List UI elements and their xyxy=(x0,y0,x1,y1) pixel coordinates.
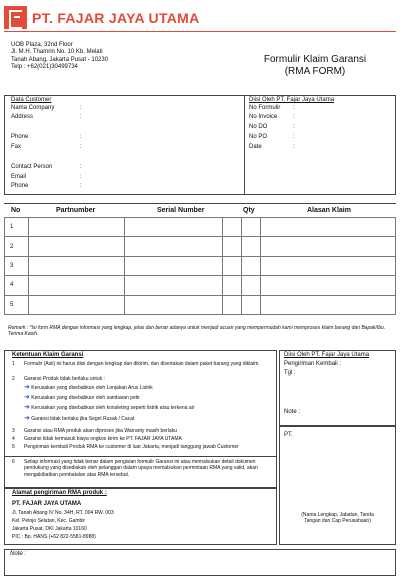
table-row xyxy=(5,276,396,295)
arrow-right-icon: ➜ xyxy=(24,415,30,422)
office-field-no-do[interactable]: No DO : xyxy=(249,124,295,130)
serial-number-cell[interactable] xyxy=(125,276,223,295)
qty-cell[interactable] xyxy=(223,256,242,275)
items-table-top-rule xyxy=(4,203,396,204)
customer-section xyxy=(11,97,51,104)
signature-box xyxy=(279,426,396,545)
signature-caption: (Nama Lengkap, Jabatan, Tanda Tangan dan Cap Perusahaan) xyxy=(301,512,374,525)
company-logo-icon xyxy=(4,6,27,29)
shipping-company: PT. FAJAR JAYA UTAMA xyxy=(12,501,82,507)
alasan-klaim-cell[interactable] xyxy=(261,295,396,314)
note-label[interactable]: Note : xyxy=(10,551,27,557)
items-header-alasan-klaim: Alasan Klaim xyxy=(307,207,351,214)
office-field-date[interactable]: Date : xyxy=(249,144,295,150)
serial-number-cell[interactable] xyxy=(125,256,223,275)
form-title: Formulir Klaim Garansi (RMA FORM) xyxy=(263,54,367,77)
alasan-klaim-cell[interactable] xyxy=(261,276,396,295)
partnumber-cell[interactable] xyxy=(29,218,125,237)
items-table xyxy=(4,217,396,315)
terms-item-3: 3 Garansi atau RMA produk akan diproses jika Warranty masih berlaku xyxy=(12,428,177,434)
company-address: UOB Plaza, 32nd Floor Jl. M.H. Thamrin No. 10 Kb. Melati Tanah Abang, Jakarta Pusat - 10230 Telp : +62(021)30499734 xyxy=(11,42,109,71)
partnumber-cell[interactable] xyxy=(29,276,125,295)
terms-heading: Ketentuan Klaim Garansi xyxy=(12,352,84,358)
customer-office-divider xyxy=(244,95,245,195)
shipping-line-3: Kel. Petojo Selatan, Kec. Gambir xyxy=(12,518,86,524)
return-shipping-label[interactable]: Pengiriman Kembali : xyxy=(284,361,342,367)
office-heading: Diisi Oleh PT. Fajar Jaya Utama xyxy=(249,97,335,103)
terms-item-5: 5 Pengiriman kembali Produk RMA ke customer di luar Jakarta, menjadi tanggung jawab Customer xyxy=(12,444,239,450)
qty-cell[interactable] xyxy=(223,218,242,237)
customer-office-box xyxy=(4,95,396,195)
terms-item-6: 6 Setiap informasi yang tidak benar dalam pengisian formulir Garansi ini atau memalsukan detail dokumen pendukung yang disediakan oleh pelanggan dalam upaya memalsukan permintaan RMA yang valid, akan mengakibatkan pembatalan atas RMA tersebut. xyxy=(12,459,258,478)
row-number: 4 xyxy=(5,276,29,295)
items-header-qty: Qty xyxy=(243,207,255,214)
shipping-line-2: Jl. Tanah Abang IV No. 34H, RT. 004 RW. 003 xyxy=(12,510,114,516)
table-row xyxy=(5,237,396,256)
serial-number-cell[interactable] xyxy=(125,295,223,314)
items-header-serial-number: Serial Number xyxy=(157,207,205,214)
qty-cell[interactable] xyxy=(223,237,242,256)
terms-item-4: 4 Garansi tidak termasuk biaya ongkos kirim ke PT. FAJAR JAYA UTAMA xyxy=(12,436,182,442)
partnumber-cell[interactable] xyxy=(29,295,125,314)
customer-field-address[interactable]: Address : xyxy=(11,114,82,120)
customer-field-phone[interactable]: Phone : xyxy=(11,134,82,140)
signature-pt-label[interactable]: PT. xyxy=(284,432,293,438)
alasan-klaim-cell[interactable] xyxy=(261,218,396,237)
company-name: PT. FAJAR JAYA UTAMA xyxy=(32,10,200,26)
customer-field-phone-2[interactable]: Phone : xyxy=(11,183,82,189)
terms-exclusion-4: ➜ Garansi tidak berlaku jika Segel Rusak / Cacat xyxy=(24,415,135,422)
header-divider xyxy=(4,31,396,32)
office-field-no-invoice[interactable]: No Invoice : xyxy=(249,114,295,120)
office-field-no-po[interactable]: No PO : xyxy=(249,134,295,140)
table-row xyxy=(5,256,396,275)
arrow-right-icon: ➜ xyxy=(24,404,30,411)
qty-cell-2[interactable] xyxy=(242,276,261,295)
arrow-right-icon: ➜ xyxy=(24,394,30,401)
remark-text: Remark : *Isi form RMA dengan informasi yang lengkap, jelas dan benar adanya untuk menjadi acuan yang mempermudah kami memproses klaim barang dari Bapak/Ibu. Terima Kasih. xyxy=(8,325,386,338)
partnumber-cell[interactable] xyxy=(29,237,125,256)
table-row xyxy=(5,295,396,314)
alasan-klaim-cell[interactable] xyxy=(261,256,396,275)
qty-cell[interactable] xyxy=(223,276,242,295)
row-number: 5 xyxy=(5,295,29,314)
table-row xyxy=(5,218,396,237)
customer-field-contact-person[interactable]: Contact Person : xyxy=(11,164,82,170)
row-number: 1 xyxy=(5,218,29,237)
terms-exclusion-3: ➜ Kerusakan yang disebabkan oleh konsleting seperti listrik atau terkena air xyxy=(24,404,195,411)
serial-number-cell[interactable] xyxy=(125,237,223,256)
shipping-line-4: Jakarta Pusat, DKI Jakarta 10160 xyxy=(12,526,87,532)
office-return-heading: Diisi Oleh PT. Fajar Jaya Utama xyxy=(284,352,370,358)
serial-number-cell[interactable] xyxy=(125,218,223,237)
return-date-label[interactable]: Tgl : xyxy=(284,370,296,376)
alasan-klaim-cell[interactable] xyxy=(261,237,396,256)
note-box xyxy=(4,549,396,576)
terms-item-2: 2 Garansi Produk tidak berlaku untuk : xyxy=(12,376,105,382)
partnumber-cell[interactable] xyxy=(29,256,125,275)
qty-cell[interactable] xyxy=(223,295,242,314)
customer-heading: Data Customer xyxy=(11,97,52,103)
terms-exclusion-1: ➜ Kerusakan yang disebabkan oleh Lonjakan Arus Listrik xyxy=(24,384,153,391)
shipping-pic: PIC : Bp. HANS (+62 822-5581-8988) xyxy=(12,534,96,540)
items-header-no: No xyxy=(11,207,21,214)
customer-field-fax[interactable]: Fax : xyxy=(11,144,82,150)
items-header-partnumber: Partnumber xyxy=(56,207,96,214)
qty-cell-2[interactable] xyxy=(242,218,261,237)
row-number: 3 xyxy=(5,256,29,275)
qty-cell-2[interactable] xyxy=(242,237,261,256)
row-number: 2 xyxy=(5,237,29,256)
return-note-label[interactable]: Note : xyxy=(284,409,301,415)
customer-field-email[interactable]: Email : xyxy=(11,174,82,180)
qty-cell-2[interactable] xyxy=(242,256,261,275)
qty-cell-2[interactable] xyxy=(242,295,261,314)
shipping-heading: Alamat pengiriman RMA produk : xyxy=(12,490,107,496)
terms-exclusion-2: ➜ Kerusakan yang disebabkan oleh sambaran petir xyxy=(24,394,140,401)
terms-item-1: 1 Formulir (Asli) ini harus diisi dengan lengkap dan dikirim, dan disertakan dalam paket barang yang diklaim. xyxy=(12,361,260,367)
office-field-no-formulir[interactable]: No Formulir : xyxy=(249,105,295,111)
customer-field-company[interactable]: Nama Company : xyxy=(11,105,82,111)
arrow-right-icon: ➜ xyxy=(24,384,30,391)
